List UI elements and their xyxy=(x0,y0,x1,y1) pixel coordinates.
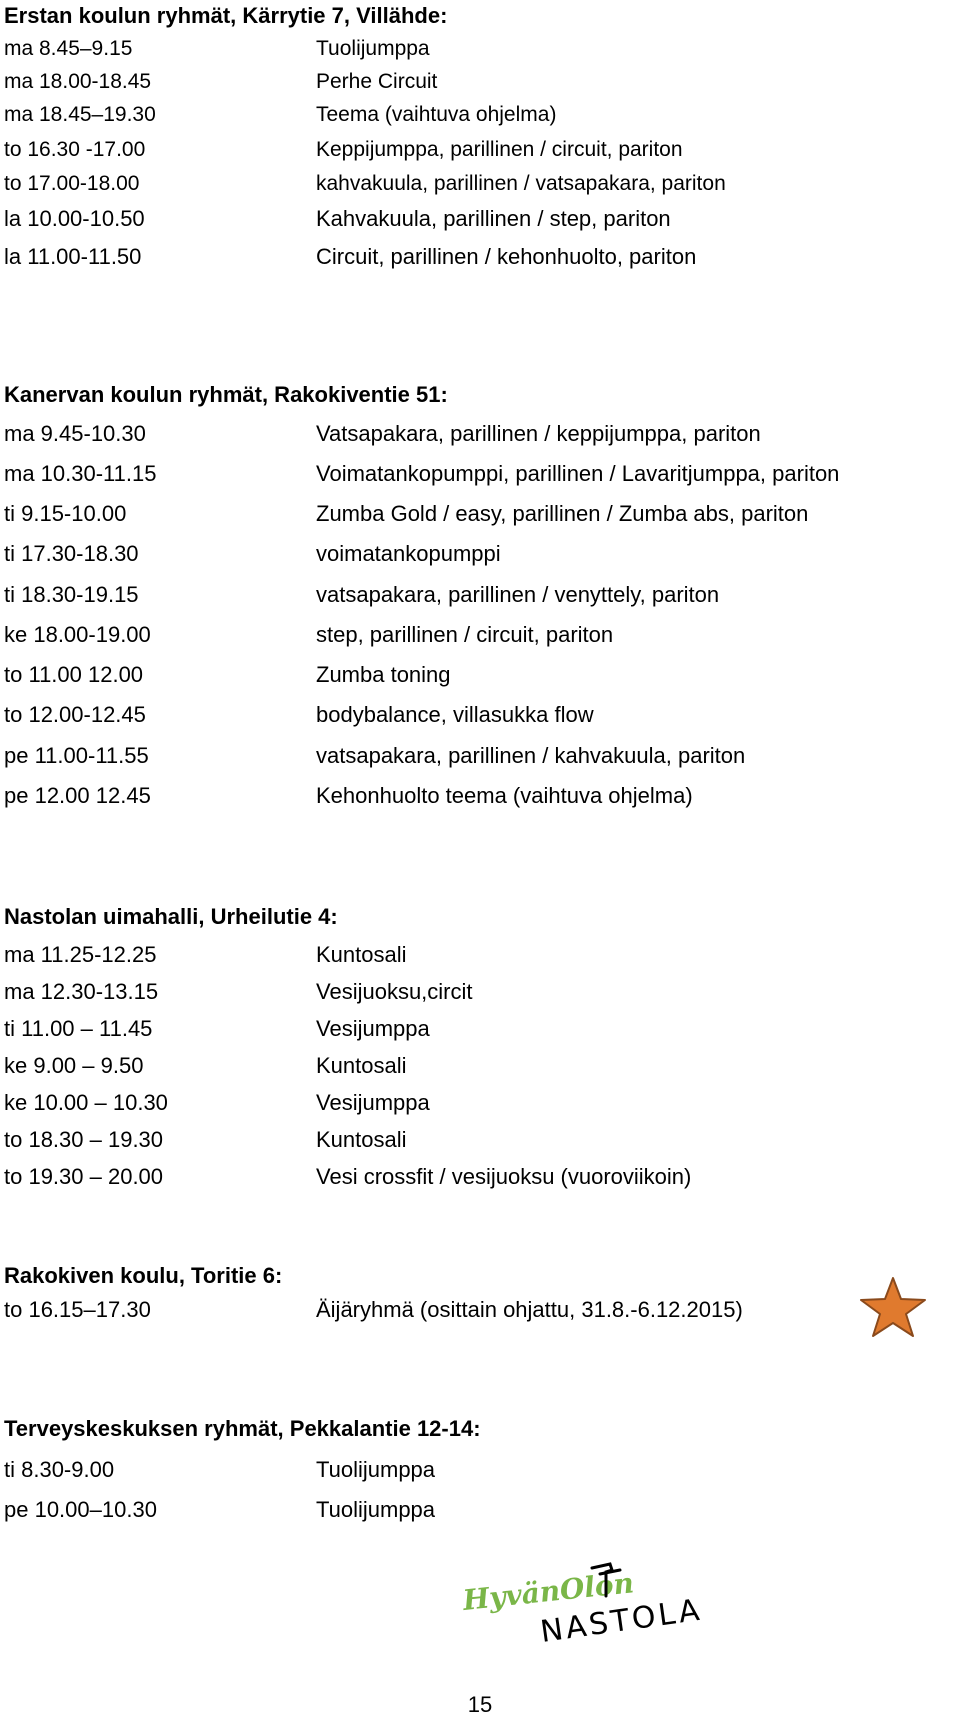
schedule-row xyxy=(0,785,960,815)
schedule-row xyxy=(0,664,960,694)
time-slot: ke 10.00 – 10.30 xyxy=(4,1090,168,1115)
activity-name: Teema (vaihtuva ohjelma) xyxy=(316,103,557,126)
section-heading: Rakokiven koulu, Toritie 6: xyxy=(4,1263,283,1288)
time-slot: ma 18.45–19.30 xyxy=(4,103,156,126)
section-heading: Erstan koulun ryhmät, Kärrytie 7, Villähde: xyxy=(4,3,448,28)
time-slot: ti 9.15-10.00 xyxy=(4,501,127,526)
time-slot: to 18.30 – 19.30 xyxy=(4,1127,164,1152)
activity-name: Vesijumppa xyxy=(316,1090,430,1115)
schedule-row xyxy=(0,584,960,614)
activity-name: Voimatankopumppi, parillinen / Lavaritjumppa, pariton xyxy=(316,461,840,486)
activity-name: kahvakuula, parillinen / vatsapakara, pariton xyxy=(316,172,726,195)
time-slot: to 16.30 -17.00 xyxy=(4,138,146,161)
time-slot: to 17.00-18.00 xyxy=(4,172,140,195)
page-number: 15 xyxy=(467,1692,493,1717)
activity-name: Circuit, parillinen / kehonhuolto, pariton xyxy=(316,244,697,269)
activity-name: Tuolijumppa xyxy=(316,1497,436,1522)
activity-name: step, parillinen / circuit, pariton xyxy=(316,622,614,647)
activity-name: Keppijumppa, parillinen / circuit, pariton xyxy=(316,138,683,161)
schedule-row xyxy=(0,944,960,974)
activity-name: Kuntosali xyxy=(316,1053,407,1078)
schedule-row xyxy=(0,503,960,533)
time-slot: ti 17.30-18.30 xyxy=(4,541,139,566)
logo-script-text: HyvänOlon xyxy=(461,1566,636,1617)
schedule-row xyxy=(0,463,960,493)
schedule-row xyxy=(0,704,960,734)
time-slot: ma 9.45-10.30 xyxy=(4,421,146,446)
time-slot: ma 8.45–9.15 xyxy=(4,37,133,60)
section-heading: Terveyskeskuksen ryhmät, Pekkalantie 12-14: xyxy=(4,1416,481,1441)
activity-name: Vesi crossfit / vesijuoksu (vuoroviikoin) xyxy=(316,1164,692,1189)
time-slot: ma 12.30-13.15 xyxy=(4,979,159,1004)
activity-name: Vesijuoksu,circit xyxy=(316,979,473,1004)
time-slot: to 11.00 12.00 xyxy=(4,662,144,687)
time-slot: ma 18.00-18.45 xyxy=(4,70,152,93)
schedule-row xyxy=(0,1092,960,1122)
schedule-row xyxy=(0,1018,960,1048)
activity-name: Äijäryhmä (osittain ohjattu, 31.8.-6.12.2015) xyxy=(316,1297,743,1322)
schedule-row xyxy=(0,745,960,775)
schedule-row xyxy=(0,543,960,573)
time-slot: pe 11.00-11.55 xyxy=(4,743,149,768)
time-slot: la 11.00-11.50 xyxy=(4,244,142,269)
activity-name: Kehonhuolto teema (vaihtuva ohjelma) xyxy=(316,783,693,808)
schedule-row xyxy=(0,1166,960,1196)
schedule-row xyxy=(0,1299,960,1329)
schedule-row xyxy=(0,1129,960,1159)
activity-name: Zumba Gold / easy, parillinen / Zumba abs, pariton xyxy=(316,501,809,526)
schedule-row xyxy=(0,71,960,101)
hyvanolon-nastola-logo xyxy=(460,1556,710,1656)
time-slot: ti 11.00 – 11.45 xyxy=(4,1016,153,1041)
time-slot: ke 9.00 – 9.50 xyxy=(4,1053,144,1078)
activity-name: Tuolijumppa xyxy=(316,1457,436,1482)
star-icon xyxy=(858,1276,928,1338)
time-slot: ma 10.30-11.15 xyxy=(4,461,157,486)
schedule-row xyxy=(0,1055,960,1085)
time-slot: pe 12.00 12.45 xyxy=(4,783,151,808)
activity-name: vatsapakara, parillinen / kahvakuula, pariton xyxy=(316,743,746,768)
time-slot: ti 18.30-19.15 xyxy=(4,582,139,607)
schedule-row xyxy=(0,1459,960,1489)
activity-name: Kuntosali xyxy=(316,942,407,967)
time-slot: ke 18.00-19.00 xyxy=(4,622,151,647)
schedule-row xyxy=(0,38,960,68)
logo-block-text: NASTOLA xyxy=(538,1592,705,1650)
activity-name: vatsapakara, parillinen / venyttely, pariton xyxy=(316,582,720,607)
section-heading: Nastolan uimahalli, Urheilutie 4: xyxy=(4,904,338,929)
activity-name: Perhe Circuit xyxy=(316,70,438,93)
activity-name: Tuolijumppa xyxy=(316,37,430,60)
time-slot: to 12.00-12.45 xyxy=(4,702,146,727)
schedule-row xyxy=(0,208,960,238)
activity-name: Vatsapakara, parillinen / keppijumppa, pariton xyxy=(316,421,761,446)
activity-name: Vesijumppa xyxy=(316,1016,430,1041)
time-slot: to 16.15–17.30 xyxy=(4,1297,151,1322)
time-slot: to 19.30 – 20.00 xyxy=(4,1164,164,1189)
time-slot: ma 11.25-12.25 xyxy=(4,942,157,967)
schedule-row xyxy=(0,139,960,169)
time-slot: la 10.00-10.50 xyxy=(4,206,145,231)
time-slot: ti 8.30-9.00 xyxy=(4,1457,115,1482)
schedule-row xyxy=(0,1499,960,1529)
schedule-row xyxy=(0,246,960,276)
schedule-row xyxy=(0,624,960,654)
section-heading: Kanervan koulun ryhmät, Rakokiventie 51: xyxy=(4,382,448,407)
schedule-row xyxy=(0,104,960,134)
time-slot: pe 10.00–10.30 xyxy=(4,1497,157,1522)
activity-name: voimatankopumppi xyxy=(316,541,501,566)
schedule-row xyxy=(0,173,960,203)
activity-name: Zumba toning xyxy=(316,662,451,687)
activity-name: Kuntosali xyxy=(316,1127,407,1152)
schedule-row xyxy=(0,423,960,453)
activity-name: Kahvakuula, parillinen / step, pariton xyxy=(316,206,671,231)
activity-name: bodybalance, villasukka flow xyxy=(316,702,594,727)
schedule-row xyxy=(0,981,960,1011)
